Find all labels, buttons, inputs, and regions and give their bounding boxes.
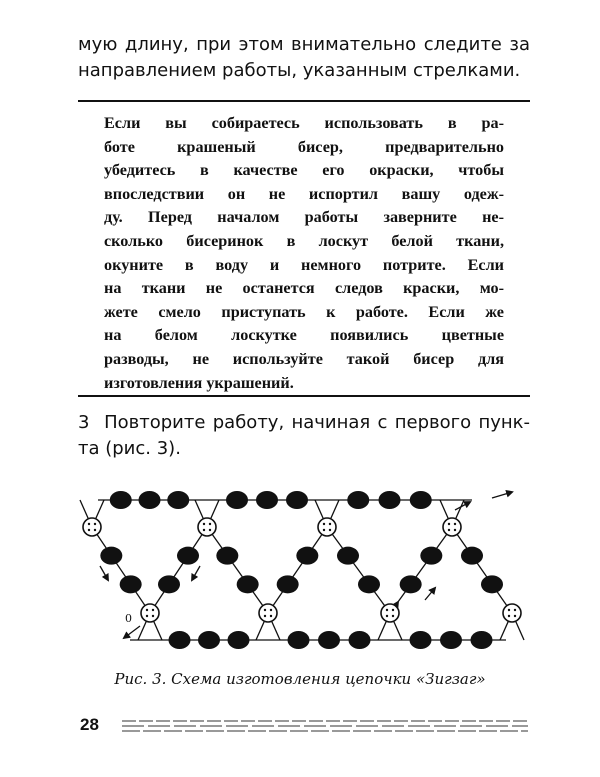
note-line: на белом лоскутке появились цветные: [104, 326, 504, 345]
black-bead: [216, 547, 238, 565]
black-bead: [288, 631, 310, 649]
black-bead: [410, 491, 432, 509]
black-bead: [481, 575, 503, 593]
note-line: окуните в воду и немного потрите. Если: [104, 255, 504, 274]
thread-segment: [207, 527, 268, 613]
note-line: боте крашеный бисер, предварительно: [104, 137, 504, 156]
note-top-rule: [78, 100, 530, 102]
page-number: 28: [80, 715, 99, 734]
note-line: изготовления украшений.: [104, 373, 294, 392]
black-bead: [226, 491, 248, 509]
step-line: та (рис. 3).: [78, 438, 181, 459]
black-bead: [400, 575, 422, 593]
direction-arrow: [124, 626, 140, 638]
note-line: жете смело приступать к работе. Если же: [104, 302, 504, 321]
footer-decorative-rules: [122, 717, 528, 737]
direction-arrow: [492, 492, 512, 498]
black-bead: [461, 547, 483, 565]
note-line: впоследствии он не испортил вашу одеж-: [104, 184, 504, 203]
black-bead: [471, 631, 493, 649]
black-bead: [158, 575, 180, 593]
thread-segment: [327, 527, 390, 613]
direction-arrow: [425, 588, 435, 600]
step-paragraph: [78, 410, 530, 462]
black-bead: [349, 631, 371, 649]
step-line: [78, 410, 530, 436]
black-bead: [110, 491, 132, 509]
black-bead: [256, 491, 278, 509]
black-bead: [410, 631, 432, 649]
black-bead: [139, 491, 161, 509]
black-bead: [440, 631, 462, 649]
black-bead: [169, 631, 191, 649]
white-bead: [83, 518, 101, 536]
black-bead: [277, 575, 299, 593]
note-box: [104, 112, 504, 395]
thread-segment: [268, 527, 327, 613]
black-bead: [177, 547, 199, 565]
white-bead: [443, 518, 461, 536]
black-bead: [286, 491, 308, 509]
white-bead: [318, 518, 336, 536]
white-bead: [259, 604, 277, 622]
black-bead: [237, 575, 259, 593]
white-bead: [503, 604, 521, 622]
figure-caption: Рис. 3. Схема изготовления цепочки «Зигзаг»: [114, 670, 486, 688]
black-bead: [379, 491, 401, 509]
black-bead: [347, 491, 369, 509]
white-bead: [198, 518, 216, 536]
black-bead: [228, 631, 250, 649]
black-bead: [358, 575, 380, 593]
black-bead: [100, 547, 122, 565]
step-number: 3: [78, 412, 90, 433]
white-bead: [381, 604, 399, 622]
start-label: 0: [125, 612, 132, 625]
intro-line: мую длину, при этом внимательно следите за: [78, 34, 530, 55]
note-line: убедитесь в качестве его окраски, чтобы: [104, 161, 504, 180]
note-line: Если вы собираетесь использовать в ра-: [104, 114, 504, 132]
note-line: сколько бисеринок в лоскут белой ткани,: [104, 231, 504, 250]
black-bead: [198, 631, 220, 649]
direction-arrow: [100, 566, 108, 580]
note-line: ду. Перед началом работы заверните не-: [104, 208, 504, 227]
thread-segment: [92, 527, 150, 613]
direction-arrow: [192, 566, 200, 580]
note-bottom-rule: [78, 395, 530, 397]
zigzag-bead-diagram: [0, 470, 600, 670]
black-bead: [337, 547, 359, 565]
intro-paragraph: [78, 32, 530, 84]
thread-segment: [390, 527, 452, 613]
thread-segment: [452, 527, 512, 613]
note-line: на ткани не останется следов краски, мо-: [104, 279, 504, 298]
black-bead: [120, 575, 142, 593]
step-text: Повторите работу, начиная с первого пунк-: [104, 412, 530, 433]
black-bead: [318, 631, 340, 649]
white-bead: [141, 604, 159, 622]
black-bead: [420, 547, 442, 565]
intro-line: направлением работы, указанным стрелками.: [78, 60, 521, 81]
note-line: разводы, не используйте такой бисер для: [104, 349, 504, 368]
black-bead: [167, 491, 189, 509]
black-bead: [296, 547, 318, 565]
